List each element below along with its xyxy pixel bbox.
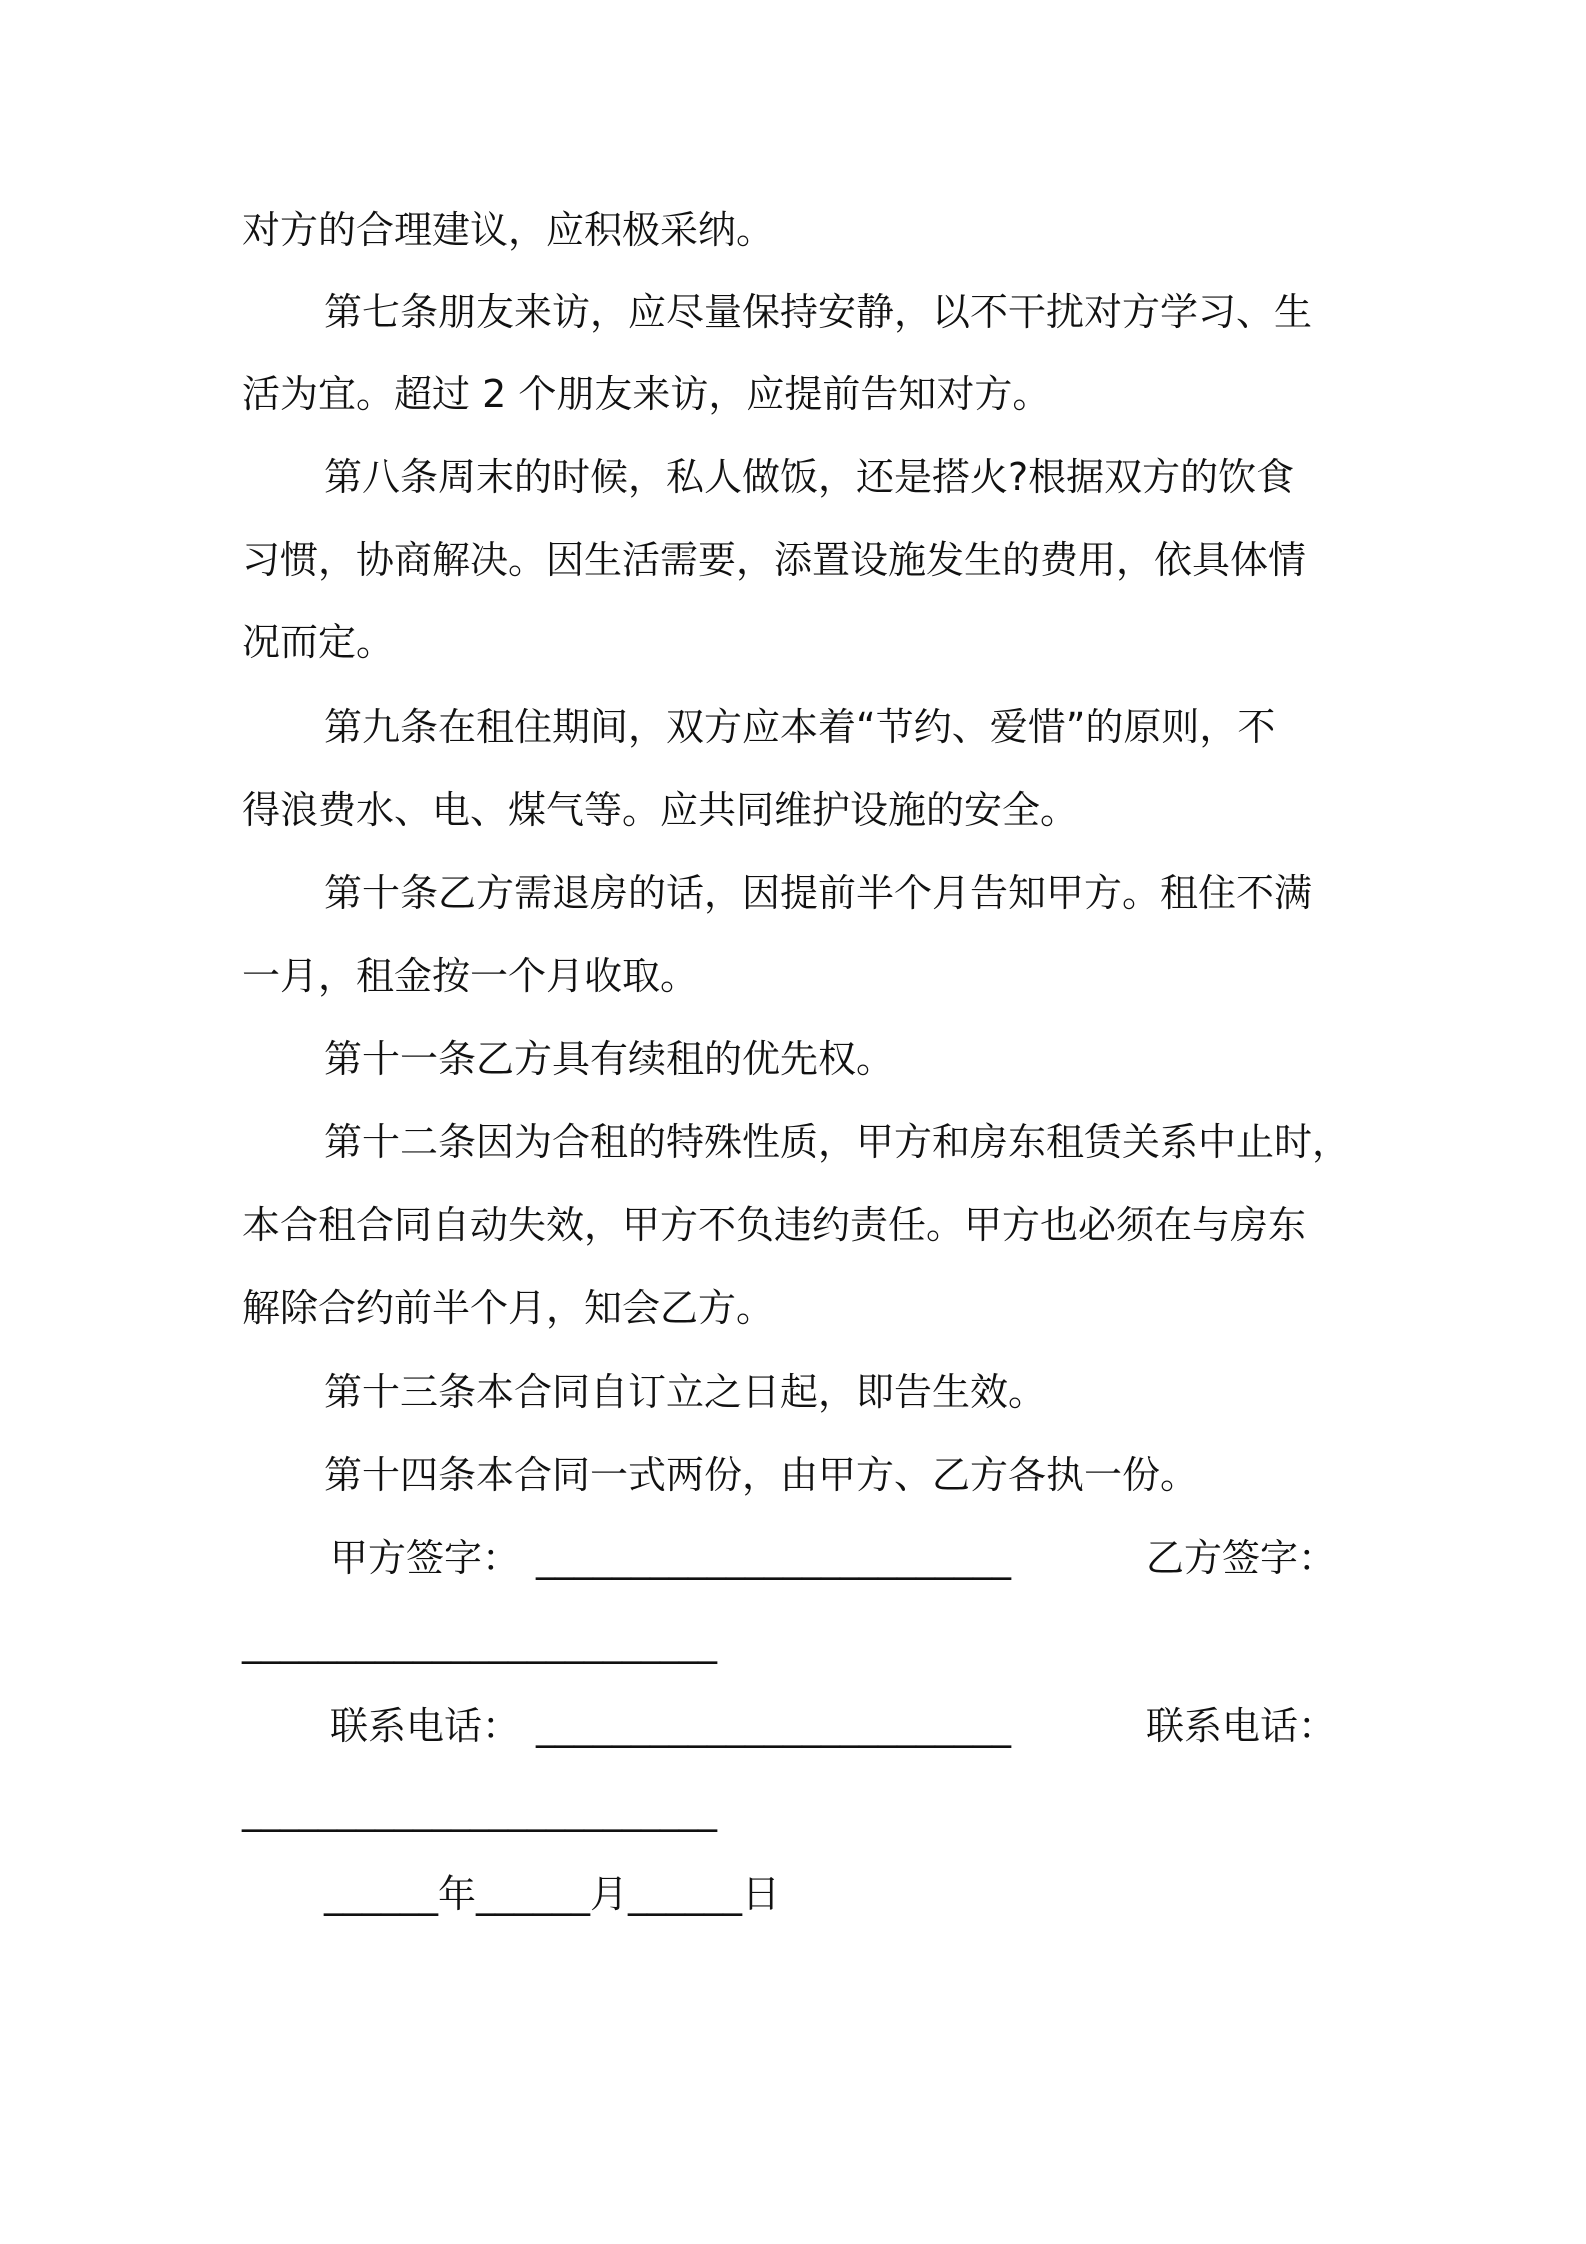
article-14-line: 第十四条本合同一式两份，由甲方、乙方各执一份。 — [324, 1453, 1199, 1497]
article-7-line-2: 活为宜。超过 2 个朋友来访，应提前告知对方。 — [242, 372, 1051, 416]
party-b-sign-blank: _________________________ — [242, 1620, 717, 1664]
article-12-line-2: 本合租合同自动失效，甲方不负违约责任。甲方也必须在与房东 — [242, 1203, 1307, 1247]
article-8-line-1: 第八条周末的时候，私人做饭，还是搭火?根据双方的饮食 — [324, 455, 1295, 499]
date-line: ______年______月______日 — [324, 1872, 781, 1916]
party-a-sign-blank: _________________________ — [536, 1536, 1011, 1580]
article-7-line-1: 第七条朋友来访，应尽量保持安静，以不干扰对方学习、生 — [324, 290, 1313, 334]
party-b-sign-label: 乙方签字： — [1146, 1536, 1337, 1580]
article-8-line-3: 况而定。 — [242, 620, 395, 664]
party-a-phone-blank: _________________________ — [536, 1704, 1011, 1748]
article-11-line: 第十一条乙方具有续租的优先权。 — [324, 1037, 895, 1081]
article-9-line-2: 得浪费水、电、煤气等。应共同维护设施的安全。 — [242, 788, 1079, 832]
article-9-line-1: 第九条在租住期间，双方应本着“节约、爱惜”的原则，不 — [324, 705, 1276, 749]
article-10-line-1: 第十条乙方需退房的话，因提前半个月告知甲方。租住不满 — [324, 871, 1313, 915]
party-b-phone-label: 联系电话： — [1146, 1704, 1337, 1748]
article-12-line-1: 第十二条因为合租的特殊性质，甲方和房东租赁关系中止时， — [324, 1120, 1351, 1164]
article-10-line-2: 一月，租金按一个月收取。 — [242, 954, 699, 998]
party-a-phone-label: 联系电话： — [330, 1704, 521, 1748]
article-8-line-2: 习惯，协商解决。因生活需要，添置设施发生的费用，依具体情 — [242, 538, 1307, 582]
article-13-line: 第十三条本合同自订立之日起，即告生效。 — [324, 1370, 1047, 1414]
article-12-line-3: 解除合约前半个月，知会乙方。 — [242, 1286, 775, 1330]
paragraph-line: 对方的合理建议，应积极采纳。 — [242, 208, 775, 252]
party-b-phone-blank: _________________________ — [242, 1788, 717, 1832]
party-a-sign-label: 甲方签字： — [330, 1536, 521, 1580]
